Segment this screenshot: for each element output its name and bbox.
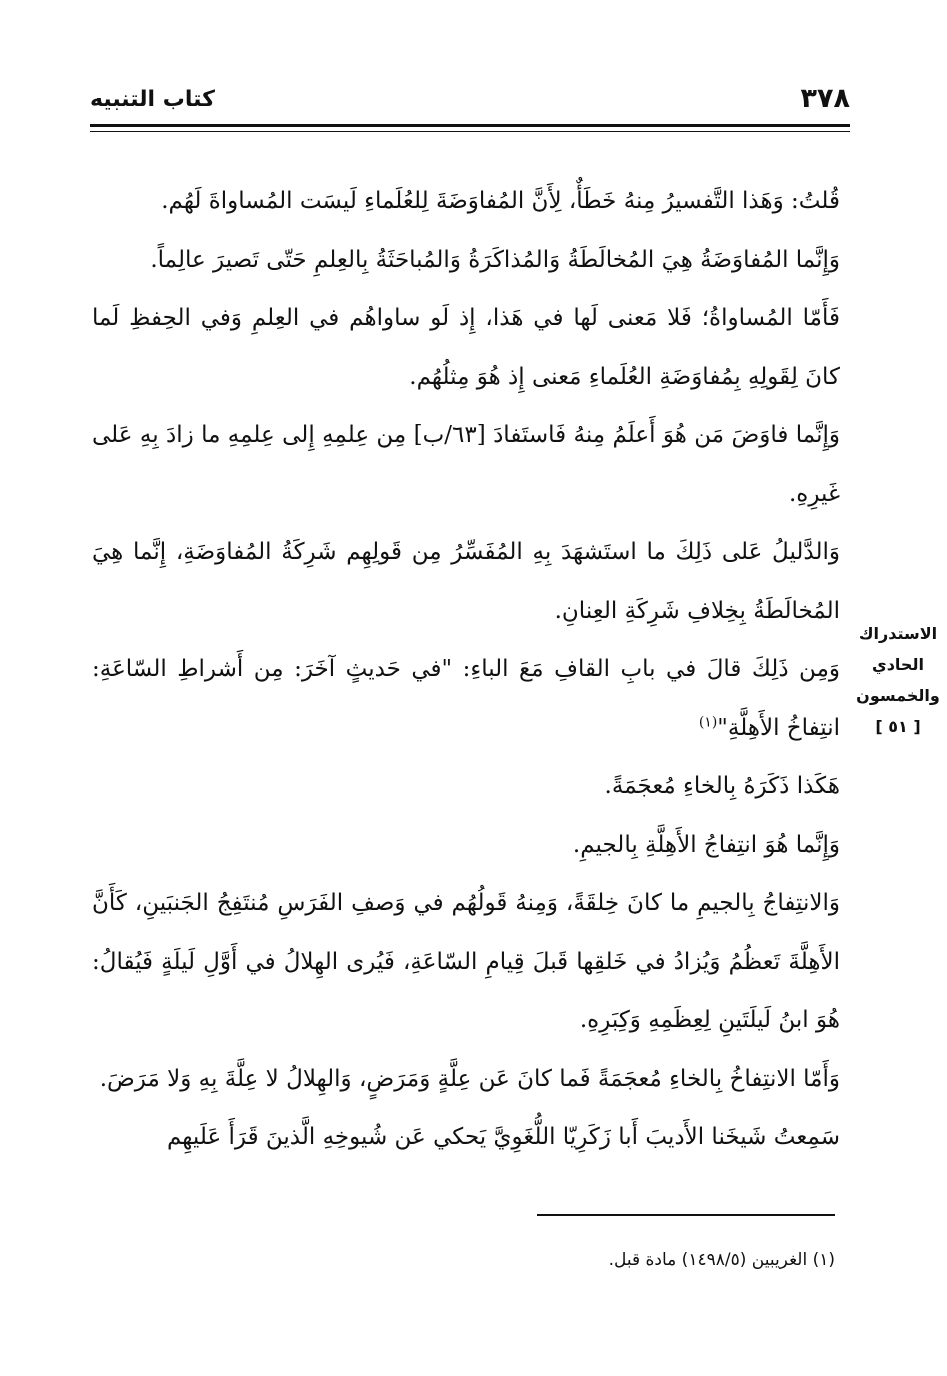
header-rule-thin bbox=[90, 131, 850, 132]
margin-note-line: الاستدراك bbox=[858, 624, 938, 643]
header-rule-thick bbox=[90, 124, 850, 127]
paragraph: وَإِنَّما المُفاوَضَةُ هِيَ المُخالَطَةُ وَالمُذاكَرَةُ وَالمُباحَثَةُ بِالعِلمِ حَتّى تَصيرَ عالِماً. bbox=[150, 246, 840, 273]
margin-note bbox=[852, 618, 944, 742]
section-paragraph-text: وَمِن ذَلِكَ قالَ في بابِ القافِ مَعَ الباءِ: "في حَديثٍ آخَرَ: مِن أَشراطِ السّاعَةِ: انتِفاخُ الأَهِلَّةِ" bbox=[92, 656, 840, 741]
paragraph: فَأَمّا المُساواةُ؛ فَلا مَعنى لَها في هَذا، إِذ لَو ساواهُم في العِلمِ وَفي الحِفظِ لَما كانَ لِقَولِهِ بِمُفاوَضَةِ العُلَماءِ مَعنى إِذ هُوَ مِثلُهُم. bbox=[92, 305, 840, 390]
page-header bbox=[90, 82, 850, 122]
footnote-reference: (١) bbox=[698, 713, 718, 730]
paragraph: وَالانتِفاجُ بِالجيمِ ما كانَ خِلقَةً، وَمِنهُ قَولُهُم في وَصفِ الفَرَسِ مُنتَفِجُ الجَنبَينِ، كَأَنَّ الأَهِلَّةَ تَعظُمُ وَيُزادُ في خَلقِها قَبلَ قِيامِ السّاعَةِ، فَيُرى الهِلالُ في أَوَّلِ لَيلَةٍ فَيُقالُ: هُوَ ابنُ لَيلَتَينِ لِعِظَمِهِ وَكِبَرِهِ. bbox=[92, 890, 840, 1033]
paragraph: وَالدَّليلُ عَلى ذَلِكَ ما استَشهَدَ بِهِ المُفَسِّرُ مِن قَولِهِم شَرِكَةُ المُفاوَضَةِ، إِنَّما هِيَ المُخالَطَةُ بِخِلافِ شَرِكَةِ العِنانِ. bbox=[92, 539, 840, 624]
page-number: ٣٧٨ bbox=[800, 83, 850, 114]
margin-note-line: والخمسون bbox=[856, 686, 940, 705]
paragraph: قُلتُ: وَهَذا التَّفسيرُ مِنهُ خَطَأٌ، لِأَنَّ المُفاوَضَةَ لِلعُلَماءِ لَيسَت المُساواةَ لَهُم. bbox=[161, 188, 840, 214]
margin-note-line: الحادي bbox=[872, 655, 924, 674]
margin-note-number: [ ٥١ ] bbox=[875, 717, 921, 736]
footnote: (١) الغريبين (١٤٩٨/٥) مادة قبل. bbox=[608, 1250, 835, 1270]
section-paragraph bbox=[92, 640, 840, 757]
paragraph: سَمِعتُ شَيخَنا الأَديبَ أَبا زَكَرِيّا اللُّغَوِيَّ يَحكي عَن شُيوخِهِ الَّذينَ قَرَأَ عَلَيهِم bbox=[167, 1124, 840, 1150]
running-title: كتاب التنبيه bbox=[90, 87, 215, 112]
main-text bbox=[92, 172, 840, 1167]
footnote-separator bbox=[537, 1214, 835, 1216]
paragraph: وَإِنَّما فاوَضَ مَن هُوَ أَعلَمُ مِنهُ فَاستَفادَ [٦٣/ب] مِن عِلمِهِ إِلى عِلمِهِ ما زادَ بِهِ عَلى غَيرِهِ. bbox=[92, 422, 840, 507]
paragraph: وَإِنَّما هُوَ انتِفاجُ الأَهِلَّةِ بِالجيمِ. bbox=[572, 831, 840, 858]
paragraph: هَكَذا ذَكَرَهُ بِالخاءِ مُعجَمَةً. bbox=[604, 773, 840, 799]
paragraph: وَأَمّا الانتِفاخُ بِالخاءِ مُعجَمَةً فَما كانَ عَن عِلَّةٍ وَمَرَضٍ، وَالهِلالُ لا عِلَّةَ بِهِ وَلا مَرَضَ. bbox=[99, 1065, 840, 1092]
